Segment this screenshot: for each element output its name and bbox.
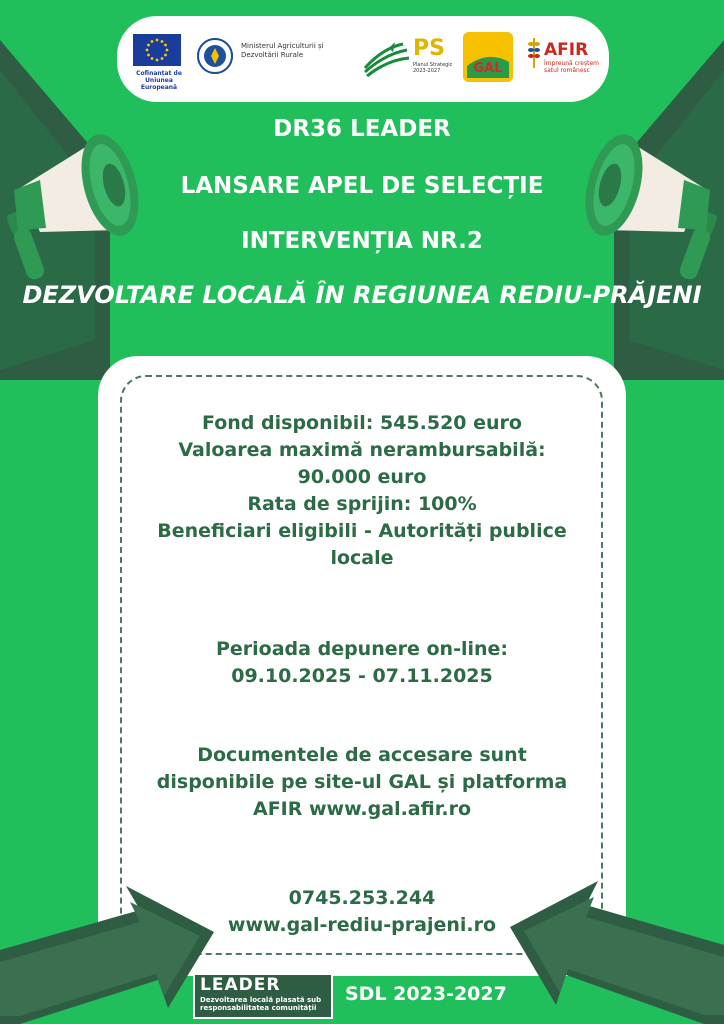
logo-banner bbox=[117, 16, 609, 102]
phone-number[interactable]: 0745.253.244 bbox=[288, 887, 436, 909]
arrow-icon bbox=[510, 875, 724, 1024]
eu-flag-logo bbox=[133, 34, 181, 66]
period-label: Perioada depunere on-line: bbox=[215, 638, 508, 660]
leader-logo-subtitle: Dezvoltarea locală plasată sub responsabilitatea comunității bbox=[200, 996, 322, 1012]
government-seal-logo bbox=[197, 38, 233, 74]
support-rate: Rata de sprijin: 100% bbox=[247, 493, 477, 515]
period-dates: 09.10.2025 - 07.11.2025 bbox=[231, 665, 493, 687]
gal-logo bbox=[463, 32, 513, 82]
arrow-icon bbox=[0, 880, 215, 1024]
headline-launch: LANSARE APEL DE SELECȚIE bbox=[180, 173, 544, 199]
website-link[interactable]: www.gal-rediu-prajeni.ro bbox=[227, 914, 497, 936]
headline-title: DEZVOLTARE LOCALĂ ÎN REGIUNEA REDIU-PRĂJENI bbox=[22, 281, 702, 309]
svg-text:GAL: GAL bbox=[473, 61, 503, 76]
afir-logo-text: AFIR bbox=[544, 40, 589, 60]
sdl-period: SDL 2023-2027 bbox=[345, 983, 507, 1005]
eligible-beneficiaries: Beneficiari eligibili - Autorități publice locale bbox=[157, 520, 567, 569]
ps-logo-text: PS bbox=[413, 36, 445, 61]
funding-details bbox=[98, 410, 626, 572]
headline-intervention: INTERVENȚIA NR.2 bbox=[241, 228, 483, 254]
fund-available: Fond disponibil: 545.520 euro bbox=[202, 412, 522, 434]
documents-text: Documentele de accesare sunt disponibile pe site-ul GAL și platforma AFIR www.gal.afir.ro bbox=[156, 744, 568, 820]
documents-info bbox=[98, 742, 626, 823]
eu-caption: Cofinanțat de Uniunea Europeană bbox=[136, 70, 182, 91]
afir-caption: Împreună creștem satul românesc bbox=[544, 60, 599, 74]
ministry-name: Ministerul Agriculturii și Dezvoltării Rurale bbox=[241, 42, 324, 59]
headline-program: DR36 LEADER bbox=[273, 116, 451, 142]
ps-caption: Planul Strategic 2023-2027 bbox=[413, 62, 453, 74]
submission-period bbox=[98, 636, 626, 690]
leader-logo-title: LEADER bbox=[200, 975, 281, 995]
max-value: Valoarea maximă nerambursabilă: 90.000 euro bbox=[178, 439, 546, 488]
